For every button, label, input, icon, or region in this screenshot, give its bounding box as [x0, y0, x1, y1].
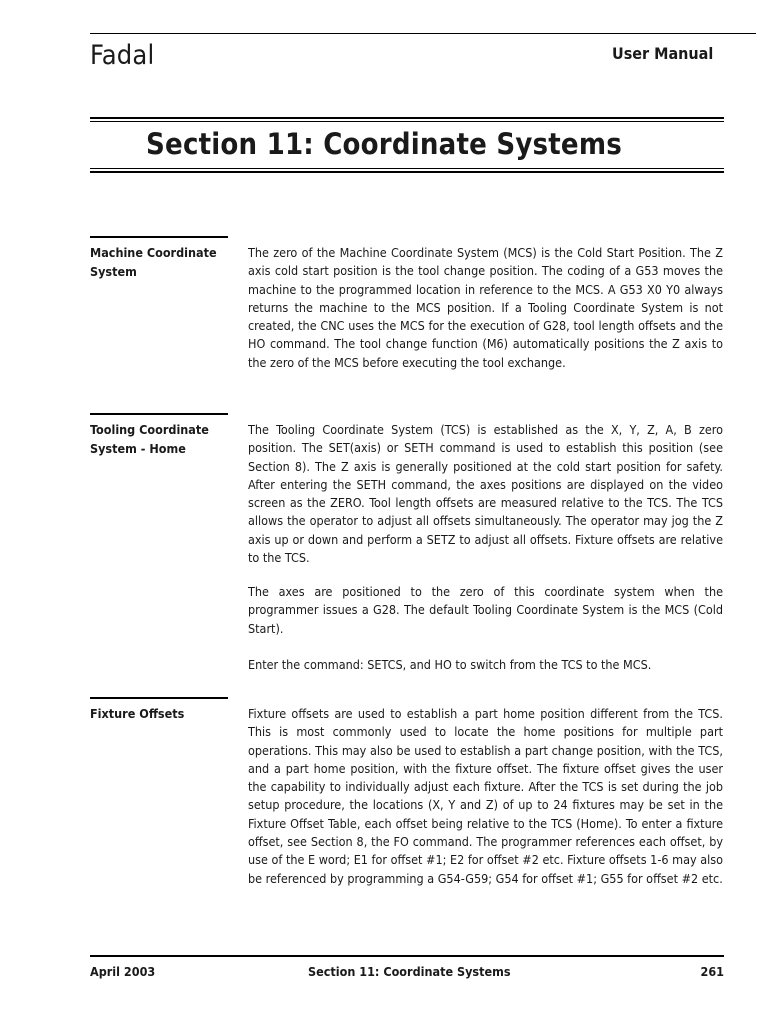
paragraph-tcs-3: Enter the command: SETCS, and HO to switch from the TCS to the MCS. [248, 657, 652, 672]
paragraph-tcs-2: The axes are positioned to the zero of this coordinate system when the programmer issues a G28. The default Tooling Coordinate System is the MCS (Cold Start). [248, 584, 723, 636]
side-heading-fixture-offsets: Fixture Offsets [90, 706, 185, 721]
footer-section: Section 11: Coordinate Systems [308, 964, 511, 979]
footer-rule [90, 955, 724, 957]
title-top-rule-thin [90, 121, 724, 122]
side-heading-tooling-coordinate-system: Tooling Coordinate System - Home [90, 422, 209, 456]
side-heading-rule [90, 697, 228, 699]
footer-page-number: 261 [700, 964, 724, 979]
brand-name: Fadal [90, 40, 155, 71]
title-top-rule-thick [90, 117, 724, 119]
side-heading-rule [90, 413, 228, 415]
title-bottom-rule-thin [90, 168, 724, 169]
footer-date: April 2003 [90, 964, 156, 979]
side-heading-rule [90, 236, 228, 238]
document-type: User Manual [612, 44, 714, 63]
section-title: Section 11: Coordinate Systems [146, 127, 622, 161]
header-top-rule [90, 33, 756, 34]
paragraph-mcs: The zero of the Machine Coordinate System (MCS) is the Cold Start Position. The Z axis cold start position is the tool change position. The coding of a G53 moves the machine to the programmed location in reference to the MCS. A G53 X0 Y0 always returns the machine to the MCS position. If a Tooling Coordinate System is not created, the CNC uses the MCS for the execution of G28, tool length offsets and the HO command. The tool change function (M6) automatically positions the Z axis to the zero of the MCS before executing the tool exchange. [248, 245, 723, 370]
title-bottom-rule-thick [90, 171, 724, 173]
paragraph-tcs-1: The Tooling Coordinate System (TCS) is established as the X, Y, Z, A, B zero position. The SET(axis) or SETH command is used to establish this position (see Section 8). The Z axis is generally positioned at the cold start position for safety. After entering the SETH command, the axes positions are displayed on the video screen as the ZERO. Tool length offsets are measured relative to the TCS. The TCS allows the operator to adjust all offsets simultaneously. The operator may jog the Z axis up or down and perform a SETZ to adjust all offsets. Fixture offsets are relative to the TCS. [248, 422, 723, 566]
paragraph-fixture-offsets: Fixture offsets are used to establish a part home position different from the TCS. This is most commonly used to locate the home positions for multiple part operations. This may also be used to establish a part change position, with the TCS, and a part home position, with the fixture offset. The fixture offset gives the user the capability to individually adjust each fixture. After the TCS is set during the job setup procedure, the locations (X, Y and Z) of up to 24 fixtures may be set in the Fixture Offset Table, each offset being relative to the TCS (Home). To enter a fixture offset, see Section 8, the FO command. The programmer references each offset, by use of the E word; E1 for offset #1; E2 for offset #2 etc. Fixture offsets 1-6 may also be referenced by programming a G54-G59; G54 for offset #1; G55 for offset #2 etc. [248, 706, 723, 886]
side-heading-machine-coordinate-system: Machine Coordinate System [90, 245, 217, 279]
